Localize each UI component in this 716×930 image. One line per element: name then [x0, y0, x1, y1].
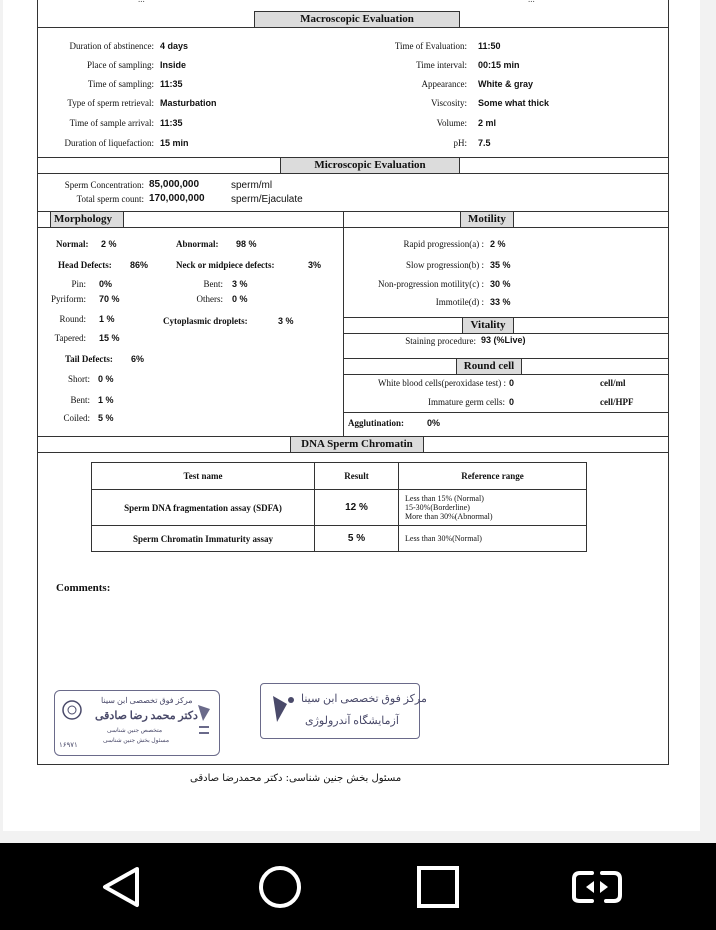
- coiled-label: Coiled:: [63, 413, 90, 423]
- stamp-right-line1: مرکز فوق تخصصی ابن سینا: [301, 693, 427, 705]
- retrieval-value: Masturbation: [160, 98, 217, 108]
- head-defects-value: 86%: [130, 260, 149, 270]
- rapid-progression-label: Rapid progression(a) :: [403, 239, 484, 249]
- stamp-left-line1: مرکز فوق تخصصی ابن سینا: [101, 696, 193, 705]
- immature-label: Immature germ cells:: [428, 397, 505, 407]
- table-row: [92, 490, 587, 526]
- semen-analysis-report: [37, 0, 669, 765]
- header-fragment-right: [528, 0, 535, 4]
- reference-cell: Less than 30%(Normal): [399, 526, 587, 552]
- microscopic-title: Microscopic Evaluation: [280, 157, 460, 174]
- total-count-unit: sperm/Ejaculate: [231, 194, 303, 205]
- laboratory-stamp: [260, 683, 427, 739]
- round-value: 1 %: [99, 314, 115, 324]
- agglutination-label: Agglutination:: [348, 418, 405, 428]
- stamp-left-line3: متخصص جنین شناسی: [107, 728, 163, 734]
- pyriform-label: Pyriform:: [51, 294, 86, 304]
- viscosity-label: Viscosity:: [431, 98, 467, 108]
- home-circle-icon[interactable]: [252, 865, 308, 909]
- agglutination-value: 0%: [427, 418, 441, 428]
- short-label: Short:: [67, 374, 90, 384]
- reference-borderline: 15-30%(Borderline): [405, 503, 470, 512]
- interval-label: Time interval:: [416, 60, 467, 70]
- ph-label: pH:: [453, 138, 467, 148]
- test-name-cell: Sperm Chromatin Immaturity assay: [92, 526, 315, 552]
- normal-label: Normal:: [56, 239, 89, 249]
- wbc-label: White blood cells(peroxidase test) :: [378, 378, 506, 388]
- sampling-time-value: 11:35: [160, 79, 183, 89]
- head-defects-label: Head Defects:: [58, 260, 112, 270]
- logo-icon: [195, 701, 213, 741]
- round-cell-title: Round cell: [456, 358, 522, 375]
- pin-label: Pin:: [71, 279, 86, 289]
- coiled-value: 5 %: [98, 413, 114, 423]
- morphology-title: Morphology: [50, 211, 124, 228]
- col-test-name: Test name: [92, 463, 315, 490]
- non-progression-label: Non-progression motility(c) :: [378, 279, 484, 289]
- total-count-value: 170,000,000: [149, 193, 205, 204]
- stamp-left-line4: مسئول بخش جنین شناسی: [103, 738, 170, 744]
- staining-label: Staining procedure:: [405, 336, 476, 346]
- evaluation-time-label: Time of Evaluation:: [394, 41, 467, 51]
- abnormal-value: 98 %: [236, 239, 257, 249]
- pin-value: 0%: [99, 279, 113, 289]
- col-reference-range: Reference range: [399, 463, 587, 490]
- tail-defects-label: Tail Defects:: [65, 354, 113, 364]
- immature-unit: cell/HPF: [600, 397, 634, 407]
- immotile-value: 33 %: [490, 297, 511, 307]
- bent-tail-value: 1 %: [98, 395, 114, 405]
- retrieval-label: Type of sperm retrieval:: [67, 98, 154, 108]
- liquefaction-value: 15 min: [160, 138, 189, 148]
- immature-value: 0: [509, 397, 515, 407]
- short-value: 0 %: [98, 374, 114, 384]
- place-label: Place of sampling:: [87, 60, 154, 70]
- back-triangle-icon[interactable]: [95, 865, 151, 909]
- signature-line: مسئول بخش جنین شناسی: دکتر محمدرضا صادقی: [190, 773, 402, 784]
- staining-value: 93 (%Live): [481, 335, 526, 345]
- concentration-value: 85,000,000: [149, 179, 200, 190]
- normal-value: 2 %: [101, 239, 117, 249]
- tail-defects-value: 6%: [131, 354, 145, 364]
- slow-progression-value: 35 %: [490, 260, 511, 270]
- ph-value: 7.5: [478, 138, 491, 148]
- appearance-label: Appearance:: [421, 79, 467, 89]
- bent-head-label: Bent:: [203, 279, 223, 289]
- neck-defects-value: 3%: [308, 260, 322, 270]
- liquefaction-label: Duration of liquefaction:: [64, 138, 154, 148]
- others-value: 0 %: [232, 294, 248, 304]
- others-label: Others:: [196, 294, 223, 304]
- concentration-unit: sperm/ml: [231, 180, 273, 191]
- bent-head-value: 3 %: [232, 279, 248, 289]
- appearance-value: White & gray: [478, 79, 534, 89]
- android-nav-bar: [0, 843, 716, 930]
- reference-normal: Less than 15% (Normal): [405, 494, 484, 503]
- comments-label: Comments:: [56, 582, 111, 594]
- place-value: Inside: [160, 60, 187, 70]
- cytoplasmic-value: 3 %: [278, 316, 294, 326]
- non-progression-value: 30 %: [490, 279, 511, 289]
- macroscopic-title: Macroscopic Evaluation: [254, 11, 460, 28]
- stamp-left-line2: دکتر محمد رضا صادقی: [95, 710, 198, 722]
- interval-value: 00:15 min: [478, 60, 520, 70]
- volume-value: 2 ml: [478, 118, 497, 128]
- screen-rotate-icon[interactable]: [568, 865, 624, 909]
- abnormal-label: Abnormal:: [176, 239, 219, 249]
- wbc-unit: cell/ml: [600, 378, 626, 388]
- header-fragment-left: [138, 0, 145, 4]
- arrival-value: 11:35: [160, 118, 183, 128]
- stamp-left-code: ۱۶۹۷۱: [59, 741, 78, 749]
- pyriform-value: 70 %: [99, 294, 120, 304]
- sampling-time-label: Time of sampling:: [87, 79, 154, 89]
- reference-cell: [399, 490, 587, 526]
- table-header-row: [92, 463, 587, 490]
- concentration-label: Sperm Concentration:: [64, 180, 144, 190]
- report-page: [3, 0, 700, 831]
- test-name-cell: Sperm DNA fragmentation assay (SDFA): [92, 490, 315, 526]
- viscosity-value: Some what thick: [478, 98, 550, 108]
- immotile-label: Immotile(d) :: [435, 297, 484, 307]
- lab-logo-icon: [267, 692, 297, 728]
- reference-abnormal: More than 30%(Abnormal): [405, 512, 493, 521]
- neck-defects-label: Neck or midpiece defects:: [176, 260, 275, 270]
- bent-tail-label: Bent:: [70, 395, 90, 405]
- dna-chromatin-title: DNA Sperm Chromatin: [290, 436, 424, 453]
- col-result: Result: [315, 463, 399, 490]
- round-label: Round:: [59, 314, 86, 324]
- result-cell: 12 %: [315, 490, 399, 526]
- abstinence-label: Duration of abstinence:: [69, 41, 154, 51]
- recents-square-icon[interactable]: [410, 865, 466, 909]
- total-count-label: Total sperm count:: [76, 194, 144, 204]
- table-row: [92, 526, 587, 552]
- vitality-title: Vitality: [462, 317, 514, 334]
- tapered-value: 15 %: [99, 333, 120, 343]
- tapered-label: Tapered:: [54, 333, 86, 343]
- rapid-progression-value: 2 %: [490, 239, 506, 249]
- stamp-right-line2: آزمایشگاه آندرولوژی: [305, 715, 399, 727]
- cytoplasmic-label: Cytoplasmic droplets:: [163, 316, 248, 326]
- doctor-stamp: [54, 690, 220, 756]
- dna-results-table: [91, 462, 587, 552]
- seal-emblem-icon: [61, 699, 83, 721]
- evaluation-time-value: 11:50: [478, 41, 501, 51]
- wbc-value: 0: [509, 378, 515, 388]
- result-cell: 5 %: [315, 526, 399, 552]
- abstinence-value: 4 days: [160, 41, 189, 51]
- motility-title: Motility: [460, 211, 514, 228]
- volume-label: Volume:: [436, 118, 467, 128]
- slow-progression-label: Slow progression(b) :: [406, 260, 484, 270]
- arrival-label: Time of sample arrival:: [69, 118, 154, 128]
